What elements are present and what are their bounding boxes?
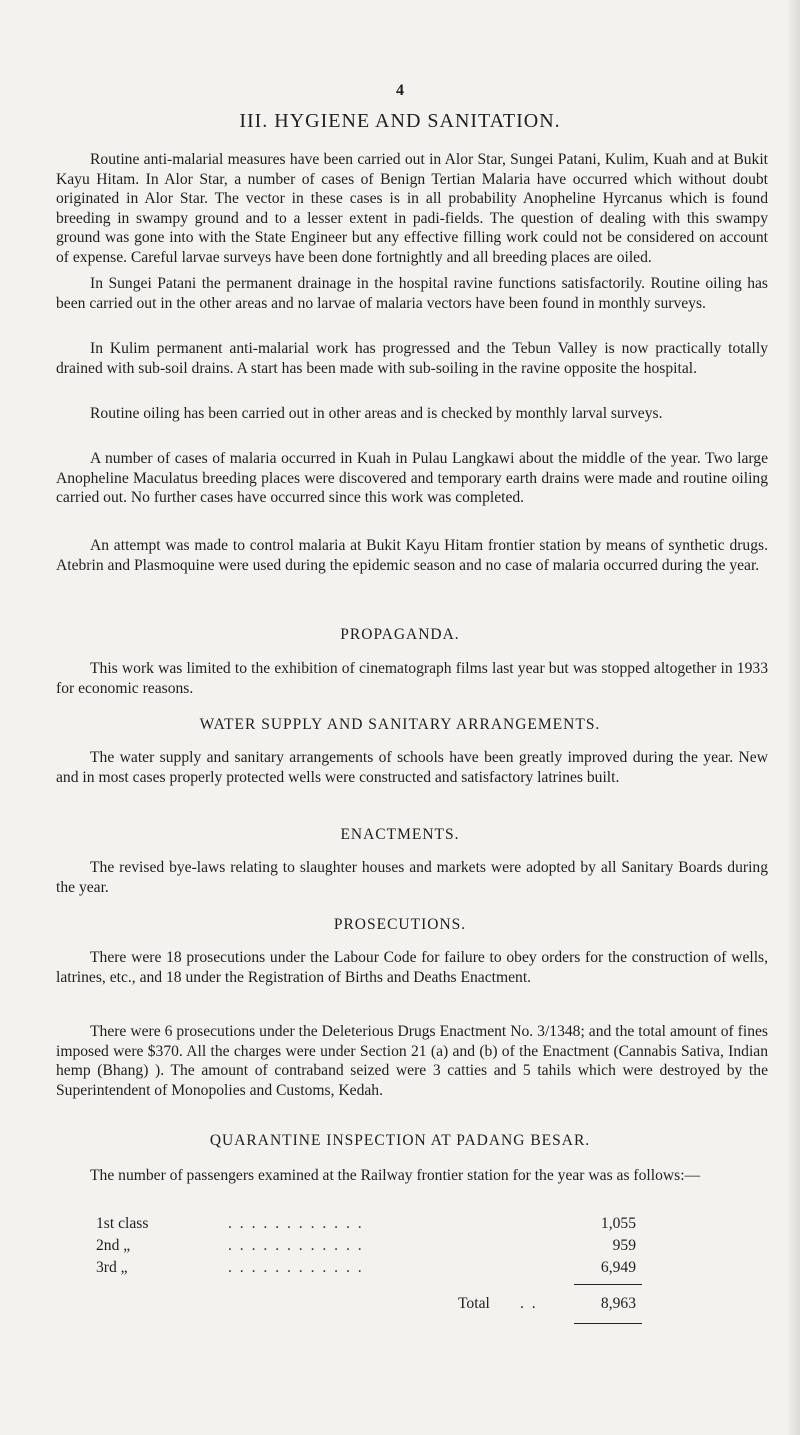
table-row [96, 1215, 636, 1237]
row-label: 1st class [96, 1215, 149, 1232]
total-value: 8,963 [600, 1295, 636, 1312]
section-title: III. HYGIENE AND SANITATION. [239, 110, 561, 132]
total-leader-dots: . . [520, 1295, 538, 1312]
paragraph-routine-oiling: Routine oiling has been carried out in other areas and is checked by monthly larval surveys. [90, 405, 663, 422]
paragraph-sungei-patani: In Sungei Patani the permanent drainage in the hospital ravine functions satisfactorily. Routine oiling has been carried out in the other areas and no larvae of malaria vectors have been found in monthly surveys. [56, 275, 768, 312]
row-leader-dots: . . . . . . . . . . . . [228, 1259, 364, 1276]
paragraph-prosecutions-drugs: There were 6 prosecutions under the Deleterious Drugs Enactment No. 3/1348; and the total amount of fines imposed were $370. All the charges were under Section 21 (a) and (b) of the Enactment (Cannabis Sativa, Indian hemp (Bhang) ). The amount of contraband seized were 3 catties and 5 tahils which were destroyed by the Superintendent of Monopolies and Customs, Kedah. [56, 1023, 768, 1099]
paragraph-water-supply: The water supply and sanitary arrangements of schools have been greatly improved during the year. New and in most cases properly protected wells were constructed and satisfactory latrines built. [56, 749, 768, 786]
paragraph-kulim: In Kulim permanent anti-malarial work has progressed and the Tebun Valley is now practically totally drained with sub-soil drains. A start has been made with sub-soiling in the ravine opposite the hospital. [56, 340, 768, 377]
row-label: 3rd „ [96, 1259, 128, 1276]
heading-quarantine: QUARANTINE INSPECTION AT PADANG BESAR. [209, 1132, 591, 1149]
paragraph-propaganda: This work was limited to the exhibition of cinematograph films last year but was stopped altogether in 1933 for economic reasons. [56, 660, 768, 697]
row-value: 6,949 [600, 1259, 636, 1276]
row-leader-dots: . . . . . . . . . . . . [228, 1237, 364, 1254]
table-row-total [96, 1295, 636, 1317]
table-row [96, 1259, 636, 1281]
total-label: Total [458, 1295, 490, 1312]
total-row-container [96, 1295, 636, 1317]
passenger-table [96, 1215, 636, 1281]
heading-prosecutions: PROSECUTIONS. [333, 916, 467, 933]
paragraph-quarantine: The number of passengers examined at the Railway frontier station for the year was as follows:— [90, 1167, 701, 1184]
paragraph-enactments: The revised bye-laws relating to slaughter houses and markets were adopted by all Sanitary Boards during the year. [56, 859, 768, 896]
heading-enactments: ENACTMENTS. [340, 826, 460, 843]
row-value: 959 [612, 1237, 636, 1254]
row-label: 2nd „ [96, 1237, 131, 1254]
paragraph-kuah: A number of cases of malaria occurred in Kuah in Pulau Langkawi about the middle of the year. Two large Anopheline Maculatus breeding places were discovered and temporary earth drains were made and routine oiling carried out. No further cases have occurred since this work was completed. [56, 450, 768, 506]
heading-propaganda: PROPAGANDA. [340, 626, 460, 643]
paragraph-prosecutions-labour: There were 18 prosecutions under the Labour Code for failure to obey orders for the construction of wells, latrines, etc., and 18 under the Registration of Births and Deaths Enactment. [56, 949, 768, 986]
paragraph-alor-star: Routine anti-malarial measures have been carried out in Alor Star, Sungei Patani, Kulim, Kuah and at Bukit Kayu Hitam. In Alor Star, a number of cases of Benign Tertian Malaria have occurred which without doubt originated in Alor Star. The vector in these cases is in all probability Anopheline Hyrcanus which is found breeding in swampy ground and to a lesser extent in padi-fields. The question of dealing with this swampy ground was gone into with the State Engineer but any effective filling work could not be considered on account of expense. Careful larvae surveys have been done fortnightly and all breeding places are oiled. [56, 151, 768, 266]
page-number: 4 [396, 82, 404, 99]
heading-water-supply: WATER SUPPLY AND SANITARY ARRANGEMENTS. [199, 716, 601, 733]
row-leader-dots: . . . . . . . . . . . . [228, 1215, 364, 1232]
table-row [96, 1237, 636, 1259]
subtotal-rule [574, 1284, 642, 1285]
paragraph-bukit-kayu-hitam: An attempt was made to control malaria at Bukit Kayu Hitam frontier station by means of synthetic drugs. Atebrin and Plasmoquine were used during the epidemic season and no case of malaria occurred during the year. [56, 537, 768, 574]
row-value: 1,055 [600, 1215, 636, 1232]
total-rule [574, 1323, 642, 1324]
